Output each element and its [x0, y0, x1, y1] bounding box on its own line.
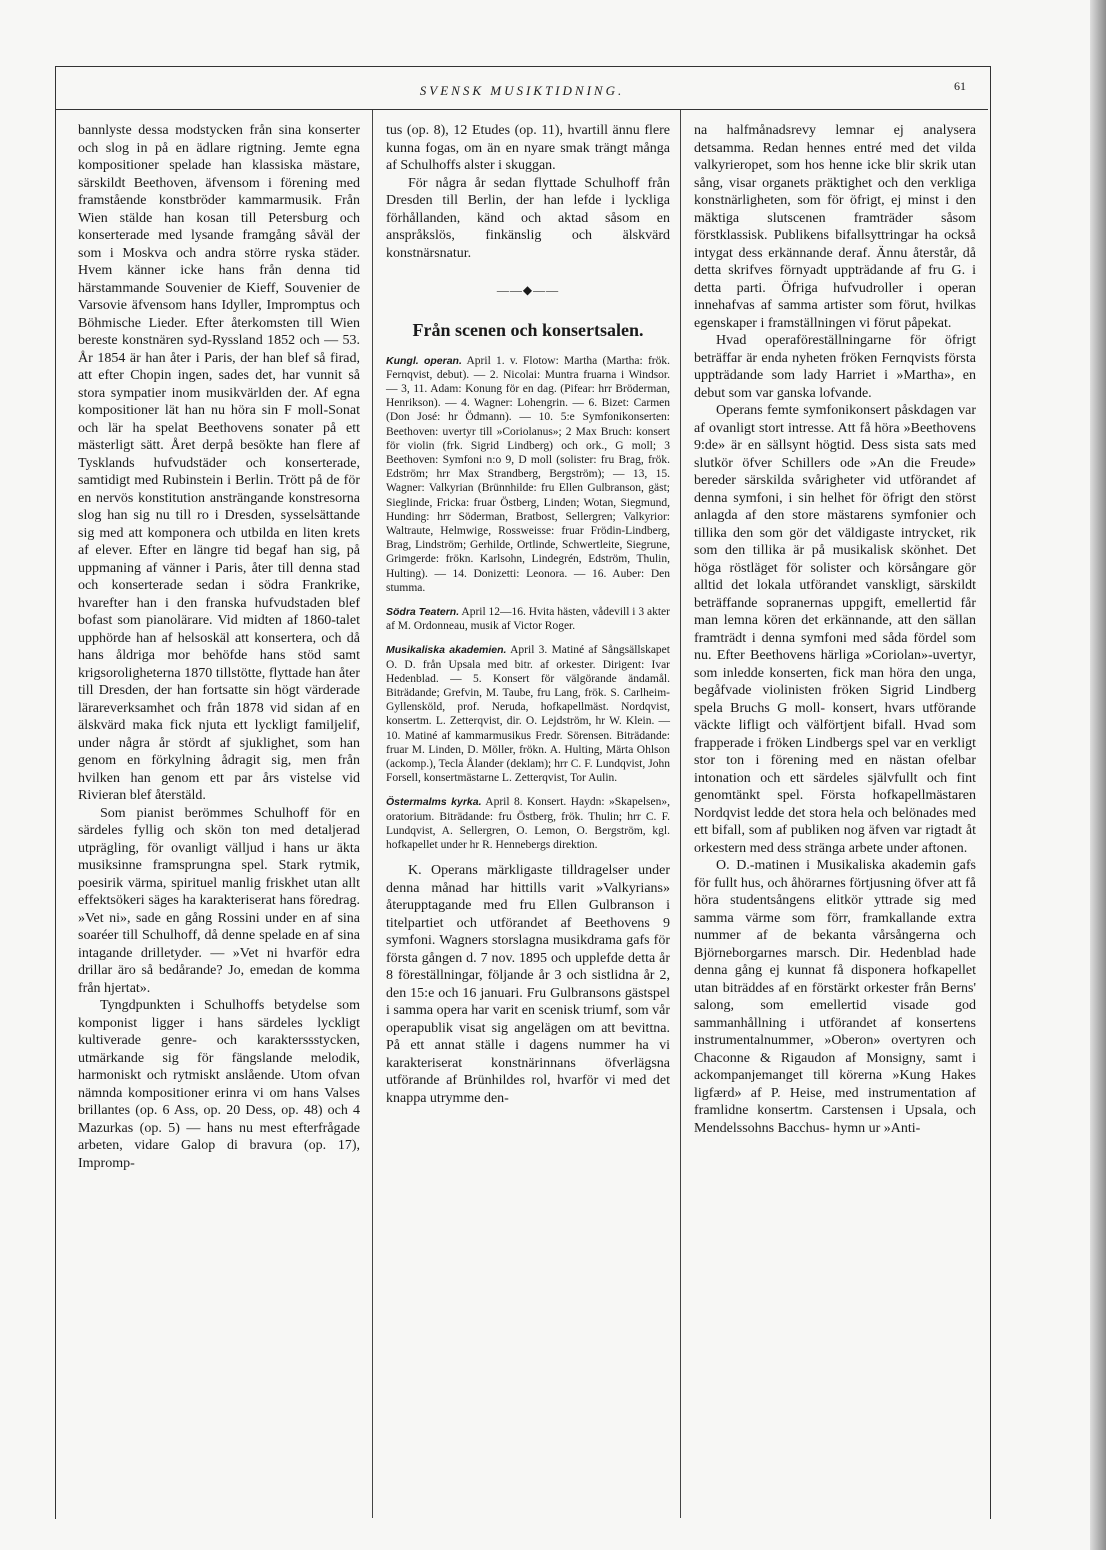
- article-paragraph: bannlyste dessa modstycken från sina konserter och slog in på en ädlare rigtning. Jemte egna kompositioner spelade han klassiska mästare, särskildt Beethoven, äfvensom i förening med framstående konstbröder kammarmusik. Från Wien stälde han kosan till Petersburg och konserterade med lysande framgång såväl der som i Moskva och andra större ryska städer. Hvem känner icke hans från denna tid härstammande Souvenier de Kieff, Souvenier de Varsovie äfvensom hans Idyller, Impromptus och Böhmische Lieder. Efter återkomsten till Wien bereste konstnären syd-Ryssland 1852 och — 53. År 1854 är han åter i Paris, der han blef så firad, att efter Chopin ingen, sades det, har vunnit så stora sympatier inom musikvärlden der. Af egna kompositioner lät han nu höra sin F moll-Sonat och lär ha spelat Beethovens sonater på ett mästerligt sätt. Året derpå besökte han flere af Tysklands hufvudstäder och konserterade, samtidigt med Rubinstein i Berlin. Trött på de för en nervös konstitution ansträngande konstresorna slog han sig nu till ro i Dresden, sysselsättande sig med att komponera och utbilda en liten krets af elever. Efter en längre tid begaf han sig, på uppmaning af vänner i Paris, åter till denna stad och konserterade sedan i södra Frankrike, hvarefter han i den franska hufvudstaden blef bofast som pianolärare. Vid midten af 1860-talet upphörde han af helsoskäl att konsertera, och då hans åldriga mor behöfde hans stöd samt krigsoroligheterna 1870 tillstötte, flyttade han åter till Dresden, der han fortsatte sin högt värderade lärareverksamhet och från 1878 vid sidan af en älskvärd maka fick njuta ett lyckligt familjelif, under några år stördt af sjuklighet, som han genom en förkylning ådragit sig, men från hvilken han genom ett par års vistelse vid Rivieran blef återstäld.: [78, 123, 360, 803]
- listing-text: April 8. Konsert. Haydn: »Skapelsen», oratorium. Biträdande: fru Östberg, frök. Thulin; hrr C. F. Lundqvist, A. Sellergren, O. Lemon, O. Bergström, kgl. hofkapellet under hr R. Hennebergs direktion.: [386, 796, 670, 851]
- article-paragraph: Tyngdpunkten i Schulhoffs betydelse som komponist ligger i hans särdeles lyckligt kultiverade genre- och karakterssstycken, utmärkande sig för fängslande melodik, harmoniskt och rytmiskt anslående. Utom ofvan nämnda kompositioner erinra vi om hans Valses brillantes (op. 6 Ass, op. 20 Dess, op. 48) och 4 Mazurkas (op. 5) — hans nu mest efterfrågade arbeten, vidare Galop di bravura (op. 17), Impromp-: [78, 998, 360, 1171]
- review-paragraph: Operans femte symfonikonsert påskdagen var af ovanligt stort intresse. Att få höra »Beethovens 9:de» är en sällsynt högtid. Dess sista sats med slutkör öfver Schillers ode »An die Freude» bereder särskilda svårigheter vid utförandet af denna symfoni, i sin helhet för öfrigt den störst anlagda af den store mästarens symfonier och tillika den som gör det väldigaste intrycket, rik som den tillika är på musikalisk skönhet. Det höga röstläget för solister och körsångare gör alltid det lokala utförandet vanskligt, särskildt beträffande sopranernas uppgift, emellertid får man lemna kören det erkännande, att den sällan framträdt i denna symfoni med såda fördel som nu. Efter Beethovens härliga »Coriolan»-uvertyr, som inledde konserten, fick man höra den unga, begåfvade violinisten fröken Sigrid Lindberg spela Bruchs G moll- konsert, hvars utförande väckte lifligt och välförtjent bifall. Hvad som frapperade i fröken Lindbergs spel var en verkligt stor ton i förening med en nästan ofelbar intonation och ett särdeles självfullt och fint genomtänkt spel. Första hofkapellmästaren Nordqvist ledde det stora hela och belönades med ett bifall, som af publiken nog äfven var rigtadt åt orkestern med dess stränga arbete under aftonen.: [694, 403, 976, 856]
- running-header: [56, 67, 988, 110]
- article-paragraph: För några år sedan flyttade Schulhoff från Dresden till Berlin, der han lefde i lyckliga förhållanden, känd och aktad såsom en anspråkslös, finkänslig och älskvärd konstnärsnatur.: [386, 175, 670, 261]
- section-ornament: ——◆——: [496, 283, 560, 297]
- listing-text: April 1. v. Flotow: Martha (Martha: frök. Fernqvist, debut). — 2. Nicolai: Muntra fruarna i Windsor. — 3, 11. Adam: Konung för en dag. (Pifear: hrr Bröderman, Henrikson). — 4. Wagner: Lohengrin. — 6. Bizet: Carmen (Don José: hr Ödmann). — 10. 5:e Symfonikonserten: Beethoven: uvertyr till »Coriolanus»; 2 Max Bruch: konsert för violin (frk. Sigrid Lindberg) och ork., G moll; 3 Beethoven: Symfoni n:o 9, D moll (solister: fru Brag, frök. Edström; hrr Max Strandberg, Bergström); — 13, 15. Wagner: Valkyrian (Brünnhilde: fru Ellen Gulbranson, gäst; Sieglinde, Fricka: fruar Östberg, Linden; Wotan, Siegmund, Hunding: hrr Söderman, Bratbost, Sellergren; Valkyrior: Waltraute, Helmwige, Rossweisse: fruar Frödin-Lindberg, Brag, Lindström; Gerhilde, Ortlinde, Schwertleite, Siegrune, Grimgerde: frökn. Karlsohn, Lindegrén, Edström, Thulin, Hulting). — 14. Donizetti: Leonora. — 16. Auber: Den stumma.: [386, 354, 671, 594]
- column-divider-1: [372, 110, 373, 1518]
- listing-venue: Kungl. operan.: [386, 354, 462, 367]
- column-divider-2: [680, 110, 681, 1518]
- concert-listing: [386, 643, 670, 785]
- concert-listing: [386, 795, 670, 852]
- review-paragraph: Hvad operaföreställningarne för öfrigt beträffar är enda nyheten fröken Fernqvists första uppträdande som lady Harriet i »Martha», en debut som var ganska lofvande.: [694, 333, 976, 401]
- listing-venue: Södra Teatern.: [386, 605, 460, 618]
- section-heading: Från scenen och konsertsalen.: [412, 319, 644, 340]
- column-1: [78, 122, 360, 1172]
- review-paragraph: K. Operans märkligaste tilldragelser under denna månad har hittills varit »Valkyrians» återupptagande med fru Ellen Gulbranson i titelpartiet och utförandet af Beethovens 9 symfoni. Wagners storslagna musikdrama gafs för första gången d. 7 nov. 1895 och upplefde detta år 8 föreställningar, följande år 3 och sistlidna år 2, den 15:e och 16 januari. Fru Gulbransons gästspel i samma opera har varit en scenisk triumf, som vår operapublik visat sig angelägen om att bevittna. På ett annat ställe i dagens nummer ha vi karakteriserat konstnärinnans öfverlägsna utförande af Brünhildes rol, hvarför vi med det knappa utrymme den-: [386, 863, 670, 1106]
- review-paragraph: O. D.-matinen i Musikaliska akademin gafs för fullt hus, och åhörarnes förtjusning öfver att få höra studentsångens elitkör yttrade sig med samma värme som förr, framkallande extra nummer af de bekanta vårsångerna och Björneborgarnes marsch. Dir. Hedenblad hade denna gång ej kunnat få disponera hofkapellet utan biträddes af en förstärkt orkester från Berns' salong, som emellertid visade god sammanhållning i utförandet af konsertens instrumentalnummer, »Oberon» overtyren och Chaconne & Rigaudon af Monsigny, samt i ackompanjemanget till körerna »Kung Hakes ligfærd» af P. Heise, med instrumentation af framlidne konsertm. Carstensen i Upsala, och Mendelssohns Bacchus- hymn ur »Anti-: [694, 858, 976, 1136]
- page-edge-shadow: [1090, 0, 1106, 1550]
- listing-venue: Östermalms kyrka.: [386, 796, 482, 809]
- concert-listing: [386, 354, 670, 595]
- journal-title: SVENSK MUSIKTIDNING.: [419, 83, 625, 98]
- page-number: 61: [954, 79, 966, 93]
- column-3: [694, 122, 976, 1137]
- listing-venue: Musikaliska akademien.: [386, 644, 507, 657]
- article-paragraph: tus (op. 8), 12 Etudes (op. 11), hvartill ännu flere kunna fogas, om än en nyare smak trängt många af Schulhoffs alster i skuggan.: [386, 123, 670, 173]
- review-paragraph: na halfmånadsrevy lemnar ej analysera detsamma. Redan hennes entré med det vilda valkyrieropet, som hos henne icke blir skrik utan sång, visar organets präktighet och den verkliga konstnärligheten, som för öfrigt, ej minst i den mäktiga slutscenen framträder såsom förstklassisk. Publikens bifallsyttringar ha också intygat dess erkännande deraf. Ännu återstår, då detta skrifves förnyadt uppträdande af fru G. i detta parti. Öfriga hufvudroller i operan innehafvas af samma artister som förut, hvilkas egenskaper i framställningen vi förut påpekat.: [694, 123, 976, 331]
- listing-text: April 3. Matiné af Sångsällskapet O. D. från Upsala med bitr. af orkester. Dirigent: Ivar Hedenblad. — 5. Konsert för välgörande ändamål. Biträdande; Grefvin, M. Taube, fru Lang, frök. S. Carlheim-Gyllensköld, prof. Neruda, hofkapellmäst. Nordqvist, konsertm. L. Zetterqvist, dir. O. Lejdström, hr W. Klein. — 10. Matiné af kammarmusikus Fredr. Sörensen. Biträdande: fruar M. Linden, D. Möller, frökn. A. Hulting, Märta Ohlson (ackomp.), Tecla Ålander (deklam); hrr C. F. Lundqvist, John Forsell, konsertmästarne L. Zetterqvist, Tor Aulin.: [386, 644, 670, 785]
- concert-listing: [386, 605, 670, 633]
- listing-text: April 12—16. Hvita hästen, vådevill i 3 akter af M. Ordonneau, musik af Victor Roger.: [386, 605, 670, 633]
- article-paragraph: Som pianist berömmes Schulhoff för en särdeles fyllig och skön ton med detaljerad utprägling, för ovanligt välljud i hans ur äkta musiksinne framsprungna spel. Stark rytmik, poesirik värma, spirituel manlig friskhet utan allt effektsökeri säges ha karakteriserat hans föredrag. »Vet ni», sade en gång Rossini under en af sina soaréer till Schulhoff, då denne spelade en af sina intagande drilletyder. — »Vet ni hvarför edra drillar äro så bedårande? Jo, emedan de komma från hjertat».: [78, 805, 360, 996]
- column-2: [386, 122, 670, 1107]
